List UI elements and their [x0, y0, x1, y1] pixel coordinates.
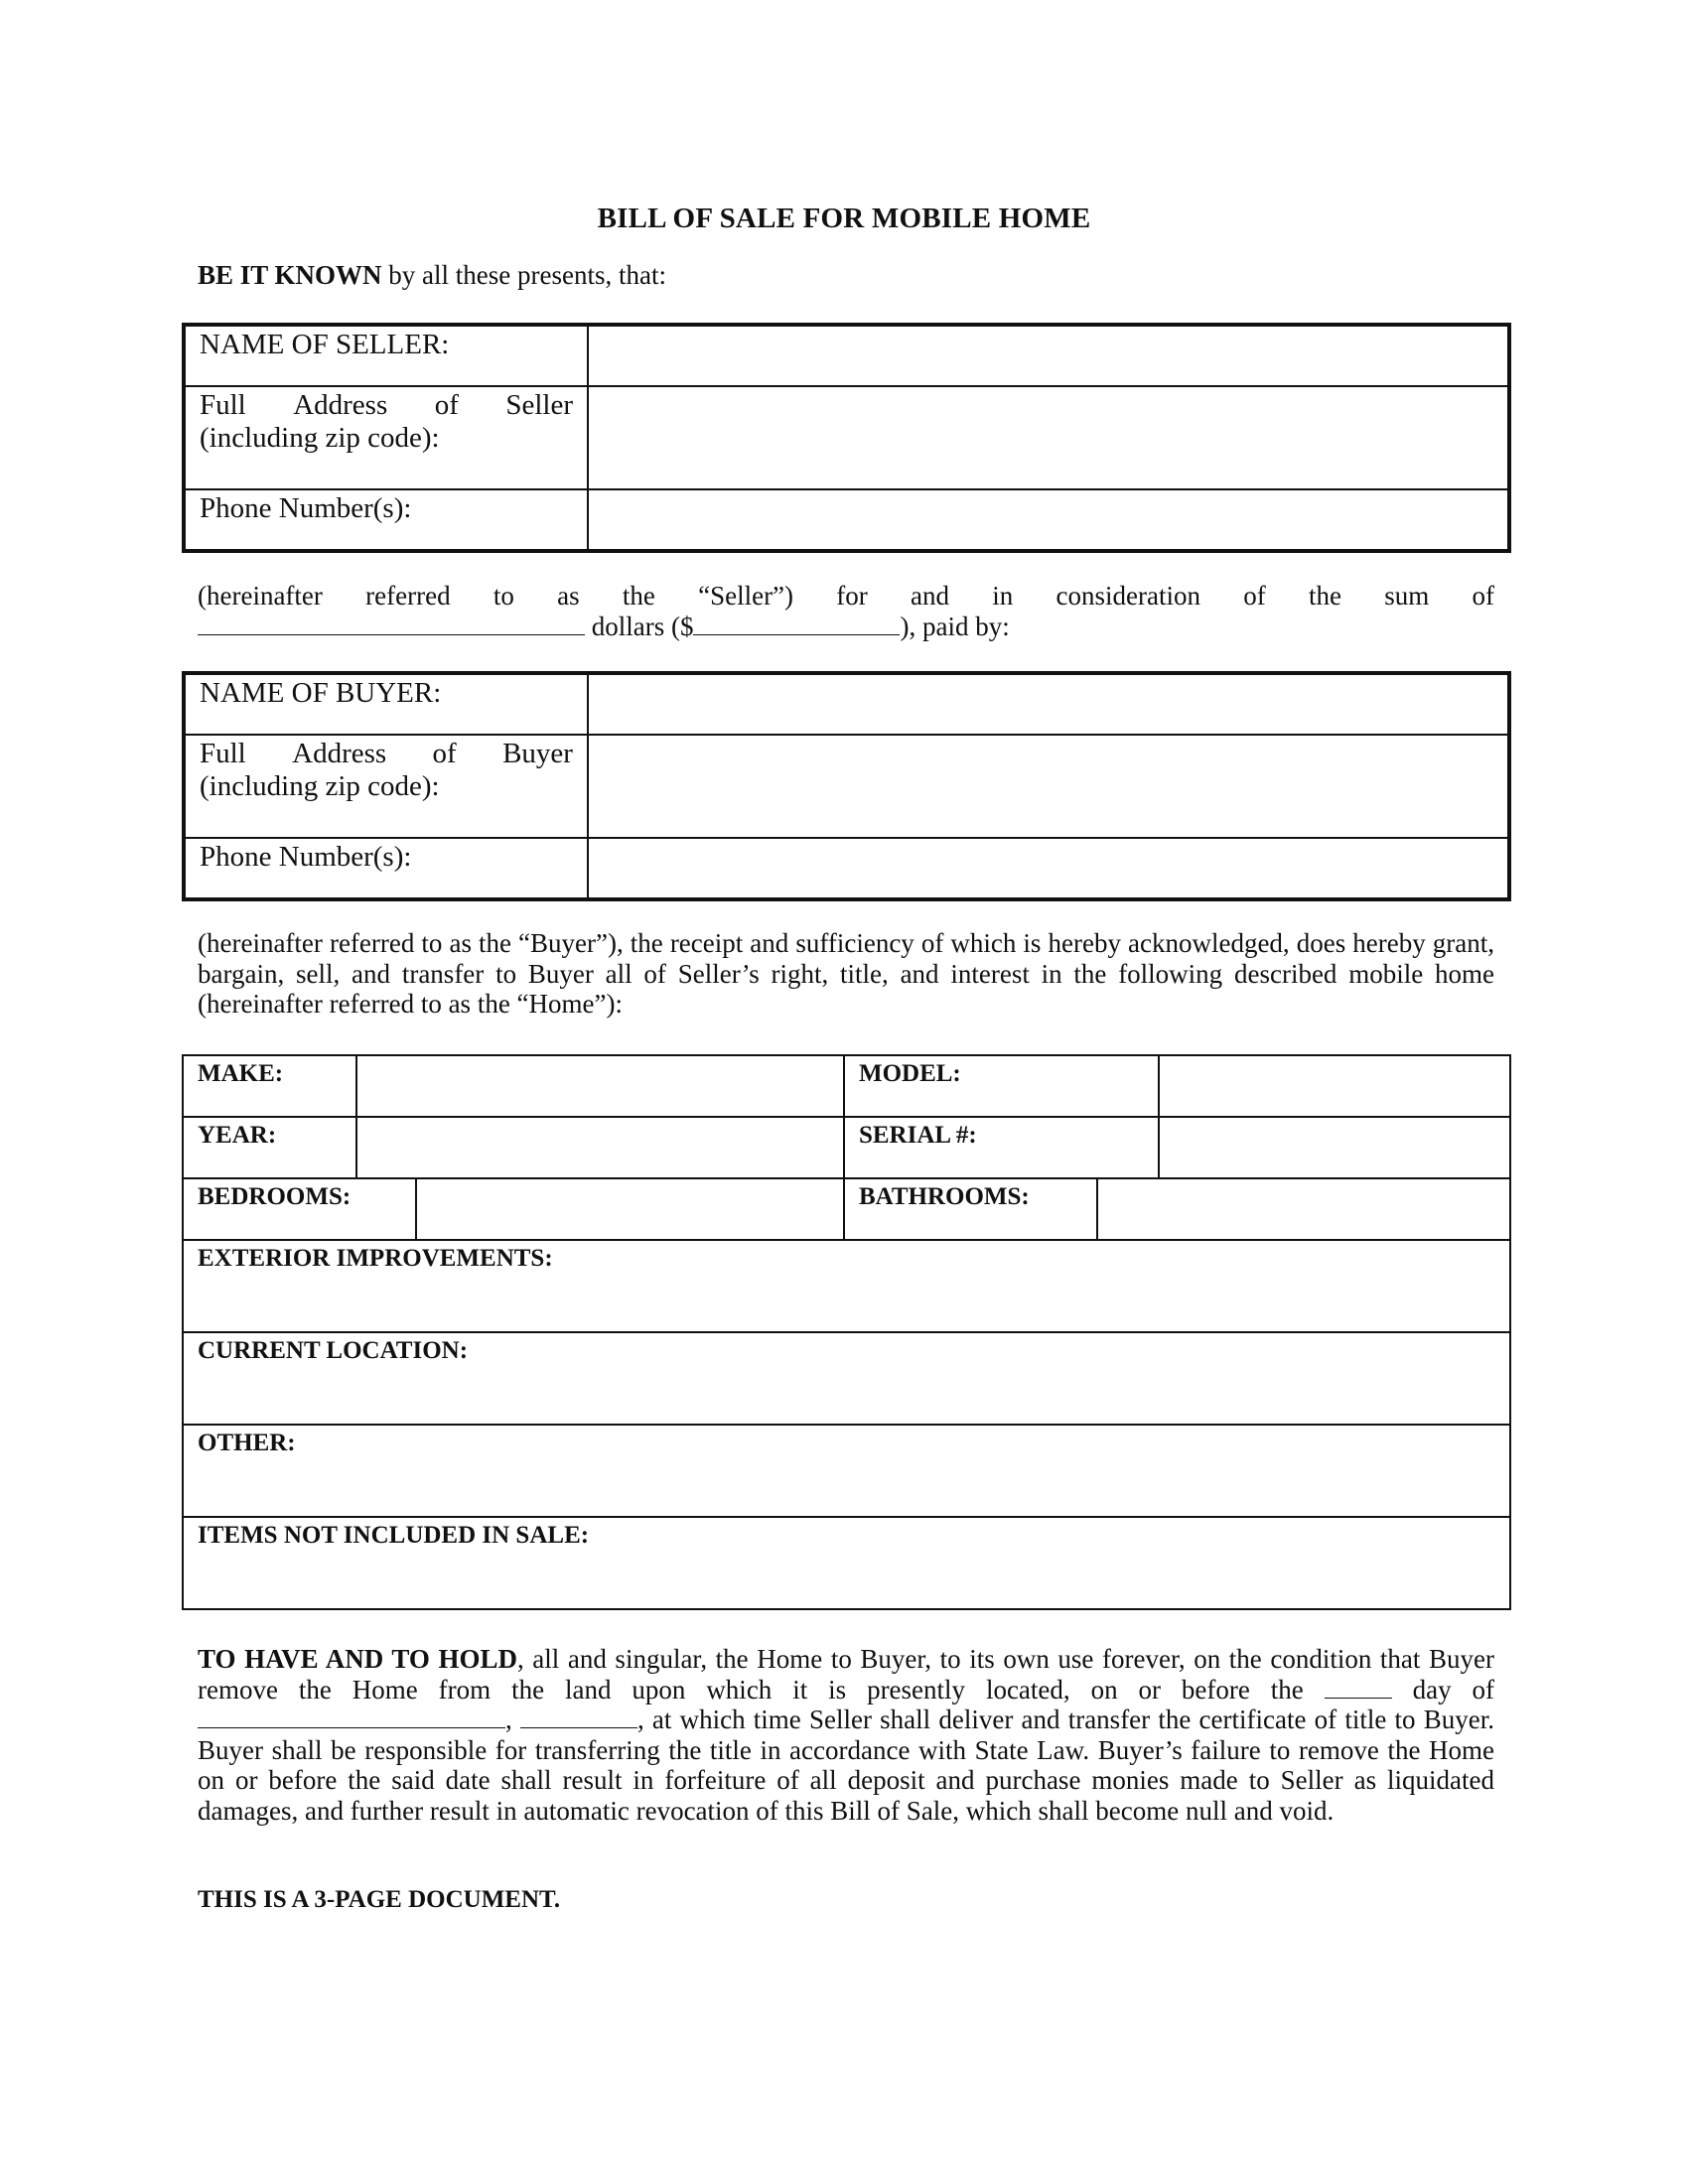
label-word: of: [432, 738, 457, 769]
label-word: Buyer: [502, 738, 573, 769]
seller-address-label-line1: [200, 389, 573, 422]
page-count-note: THIS IS A 3-PAGE DOCUMENT.: [198, 1886, 561, 1913]
word: “Seller”): [698, 581, 794, 611]
word: for: [836, 581, 868, 611]
items-not-included-label: ITEMS NOT INCLUDED IN SALE:: [198, 1522, 590, 1549]
model-field[interactable]: [1159, 1055, 1510, 1117]
other-label: OTHER:: [198, 1430, 296, 1456]
buyer-address-field[interactable]: [588, 735, 1509, 838]
grant-paragraph: (hereinafter referred to as the “Buyer”), the receipt and sufficiency of which is hereby acknowledged, does hereby grant, bargain, sell, and transfer to Buyer all of Seller’s right, title, and interest in the following described mobile home (hereinafter referred to as the “Home”):: [198, 928, 1494, 1019]
serial-field[interactable]: [1159, 1117, 1510, 1178]
bedrooms-field[interactable]: [416, 1178, 844, 1240]
seller-table: [182, 323, 1511, 553]
label-word: Full: [200, 389, 246, 421]
hold-text-2: day of: [1391, 1674, 1494, 1705]
buyer-name-field[interactable]: [588, 673, 1509, 735]
word: the: [622, 581, 655, 611]
word: of: [1243, 581, 1266, 611]
hold-bold: TO HAVE AND TO HOLD: [198, 1644, 517, 1674]
buyer-phone-label: Phone Number(s):: [184, 838, 588, 899]
label-word: of: [434, 389, 459, 421]
year-label: YEAR:: [183, 1117, 356, 1178]
intro-rest: by all these presents, that:: [381, 260, 666, 290]
word: consideration: [1055, 581, 1200, 611]
buyer-table: [182, 671, 1511, 901]
bathrooms-field[interactable]: [1097, 1178, 1510, 1240]
bathrooms-label: BATHROOMS:: [844, 1178, 1097, 1240]
label-word: Address: [292, 738, 387, 769]
seller-phone-label: Phone Number(s):: [184, 489, 588, 551]
consideration-line1: [198, 581, 1494, 612]
seller-address-field[interactable]: [588, 386, 1509, 489]
word: of: [1472, 581, 1494, 611]
word: and: [911, 581, 949, 611]
buyer-address-label: [184, 735, 588, 838]
buyer-address-label-line1: [200, 738, 573, 770]
buyer-address-label-line2: (including zip code):: [200, 770, 440, 802]
consideration-paragraph: [198, 581, 1494, 641]
word: (hereinafter: [198, 581, 323, 611]
word: the: [1308, 581, 1341, 611]
dollars-text: dollars ($: [585, 611, 694, 641]
model-label: MODEL:: [844, 1055, 1159, 1117]
word: as: [557, 581, 580, 611]
paid-by-text: ), paid by:: [900, 611, 1010, 641]
month-blank[interactable]: [198, 1706, 505, 1728]
make-label: MAKE:: [183, 1055, 356, 1117]
label-word: Seller: [505, 389, 573, 421]
consideration-line2: [198, 612, 1494, 642]
intro-line: [198, 260, 666, 291]
make-field[interactable]: [356, 1055, 844, 1117]
home-table: [182, 1054, 1511, 1610]
word: to: [492, 581, 514, 611]
hold-text-4: , at which time Seller shall deliver and transfer the certificate of title to Buyer. Buyer shall be responsible for transferring the title in accordance with State Law. Buyer’s failure to remove the Home on or before the said date shall result in forfeiture of all deposit and purchase monies made to Seller as liquidated damages, and further result in automatic revocation of this Bill of Sale, which shall become null and void.: [198, 1705, 1494, 1826]
items-not-included-field[interactable]: [183, 1517, 1510, 1609]
year-blank[interactable]: [520, 1706, 637, 1728]
buyer-phone-field[interactable]: [588, 838, 1509, 899]
label-word: Full: [200, 738, 246, 769]
current-location-field[interactable]: [183, 1332, 1510, 1425]
hold-paragraph: [198, 1644, 1494, 1826]
day-blank[interactable]: [1325, 1676, 1392, 1699]
other-field[interactable]: [183, 1425, 1510, 1517]
word: referred: [365, 581, 451, 611]
exterior-improvements-field[interactable]: [183, 1240, 1510, 1332]
bedrooms-label: BEDROOMS:: [183, 1178, 416, 1240]
label-word: Address: [293, 389, 388, 421]
amount-number-blank[interactable]: [693, 613, 900, 635]
year-field[interactable]: [356, 1117, 844, 1178]
seller-phone-field[interactable]: [588, 489, 1509, 551]
document-title: BILL OF SALE FOR MOBILE HOME: [597, 203, 1091, 234]
word: in: [992, 581, 1014, 611]
buyer-name-label: NAME OF BUYER:: [184, 673, 588, 735]
word: sum: [1384, 581, 1430, 611]
serial-label: SERIAL #:: [844, 1117, 1159, 1178]
hold-text-1: , all and singular, the Home to Buyer, to its own use forever, on the condition that Buyer remove the Home from the land upon which it is presently located, on or before the: [198, 1644, 1494, 1705]
seller-name-field[interactable]: [588, 325, 1509, 386]
intro-bold: BE IT KNOWN: [198, 260, 382, 290]
hold-text-3: ,: [505, 1705, 520, 1734]
exterior-improvements-label: EXTERIOR IMPROVEMENTS:: [198, 1245, 553, 1272]
seller-name-label: NAME OF SELLER:: [184, 325, 588, 386]
seller-address-label-line2: (including zip code):: [200, 422, 440, 454]
current-location-label: CURRENT LOCATION:: [198, 1337, 469, 1364]
seller-address-label: [184, 386, 588, 489]
amount-words-blank[interactable]: [198, 613, 585, 635]
